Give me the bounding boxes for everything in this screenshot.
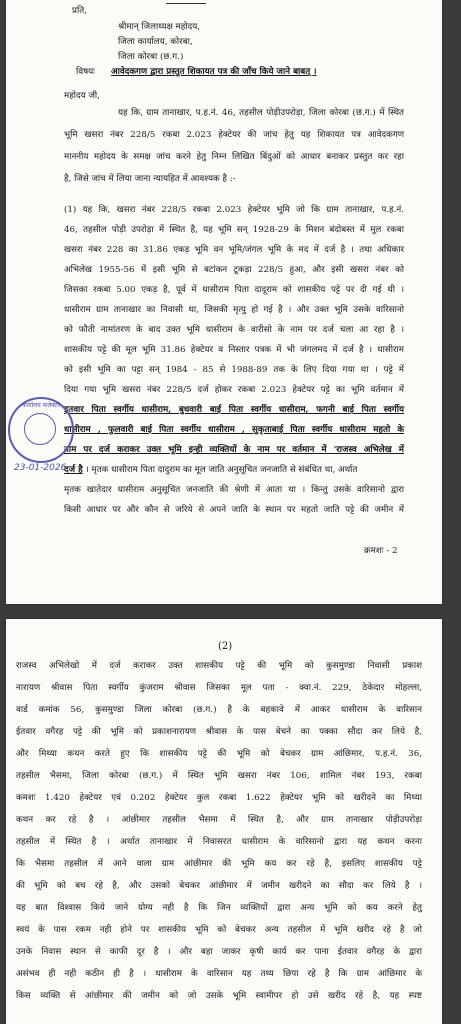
intro-line: भूमि खसरा नंबर 228/5 रकबा 2.023 हेक्टेयर की जांच हेतु यह शिकायत पत्र आवेदकगण [64,130,404,140]
point1-line: (1) यह कि, खसरा नंबर 228/5 रकबा 2.023 हेक्टेयर भूमि जो कि ग्राम तानाखार, प.ह.नं. [64,205,404,215]
page2-line: यह बात विश्वास किये जाने योग्य नही है कि जिन व्यक्तियों द्वारा अन्य भूमि को कय करने हेतु [16,903,422,913]
page2-line: असंभव ही नही कठीन ही है । धासीराम के वारिसान यह तथ्य छिपा रहे है कि ग्राम आंछिमार के [16,969,422,979]
point1-line: 46, तहसील पोड़ी उपरोड़ा में स्थित है, यह भूमि सन् 1928-29 के मिशन बंदोबस्त में मूल रकबा [64,225,404,235]
page-top-mark [166,0,206,4]
point1-line: जिसका रकबा 5.00 एकड़ है, पूर्व में धासीराम पिता दादूराम को शासकीय पट्टे पर दी गई थी । [64,285,404,295]
point1-line: शासकीय पट्टे की मूल भूमि 31.86 हेक्टेयर व निस्तार पत्रक में भी जंगलमद में दर्ज है । धासीराम [64,345,404,355]
intro-line: यह कि, ग्राम तानाखार, प.ह.नं. 46, तहसील पोड़ीउपरोड़ा, जिला कोरबा (छ.ग.) में स्थित [118,108,404,118]
letter-page-1 [6,0,442,604]
page2-line: की भूमि को बच रहे है, और उसको बेचकर आंछीमार में जमीन खरीदने का सौदा कर लिये है । [16,881,422,891]
office-stamp [8,397,74,463]
heirs-line: धासीराम , फुलवारी बाई पिता स्वर्गीय धासीराम , सुकृताबाई पिता स्वर्गीय धासीराम महतो के [64,425,404,435]
stamp-text: कार्यालय कलेक्टर [21,402,61,409]
page2-line: किस व्यक्ति से आंछीमार की जमीन को जो उसके भूमि स्वामीपर हो उसे खरीद रहे है, यह स्पष्ट [16,991,422,1001]
point1-line [64,465,404,476]
page2-line: वार्ड कमांक 56, कुसमुण्डा जिला कोरबा (छ.ग.) है के बहकावे में आकर धासीराम के वारिसान [16,705,422,715]
page2-line: कथन कर रहे है । आंछीमार तहसील भैसमा में स्थित है, और ग्राम तानाखार पोड़ीउपरोड़ा [16,815,422,825]
stamp-emblem [24,413,56,445]
page2-line: कि भैसमा तहसील में आने वाला ग्राम आंछीमार की भूमि कय कर रहे है, इसलिए शासकीय पट्टे [16,859,422,869]
page2-line: तहसील भैसमा, जिला कोरबा (छ.ग.) में स्थित भूमि खसरा नंबर 106, शामिल नंबर 193, रकबा [16,771,422,781]
letter-page-2 [6,619,442,1024]
continued-marker: क्रमशः - 2 [364,546,398,556]
point1-line: मृतक खातेदार धासीराम अनुसूचित जनजाति की श्रेणी में आता था । किन्तु उसके वारिसानो द्वारा [64,485,404,495]
intro-line: है, जिसे जांच में लिया जाना न्यायहित में आवश्यक है :- [64,174,236,184]
stamp-date: 23-01-2026 [14,463,67,473]
intro-line: माननीय महोदय के समक्ष जांच करने हेतु निम्न लिखित बिंदुओं को आधार बनाकर प्रस्तुत कर रहा [64,152,404,162]
recorded-text: दर्ज है [64,465,83,475]
heirs-line: इतवार पिता स्वर्गीय धासीराम, बुधवारी बाई पिता स्वर्गीय धासीराम, फगनी बाई पिता स्वर्गीय [64,405,404,415]
point1-line: किसी आधार पर और कौन से जरिये से अपने जाति के स्थान पर महतो जाति पट्टे की जमीन में [64,505,404,515]
addressee-line: जिला कार्यालय, कोरबा, [118,37,193,47]
point1-line: दिया गया भूमि खसरा नंबर 228/5 दर्ज होकर रकबा 2.023 हेक्टेयर पट्टे का भूमि वर्तमान में [64,385,404,395]
subject-label: विषयः [76,67,95,77]
addressee-line: श्रीमान् जिलाध्यक्ष महोदय, [118,22,201,32]
point1-line: को फौती नामांतरण के बाद उक्त भूमि धासीराम के वारीसो के नाम पर दर्ज चला आ रहा है । [64,325,404,335]
page2-line: तहसील में स्थित है । अर्थात तानाखार में निवासरत धासीराम के वारिसानो द्वारा यह कथन करना [16,837,422,847]
page2-line: राजस्व अभिलेखो में दर्ज कराकर उक्त शासकीय पट्टे की भूमि को कुसमुण्डा निवासी प्रकाश [16,661,422,671]
page2-line: कमशः 1.420 हेक्टेयर एवं 0.202 हेक्टेयर कुल रकबा 1.622 हेक्टेयर भूमि को खरीदने का मिथ्या [16,793,422,803]
page2-line: उनके निवास स्थान से काफी दूर है । और बहा जाकर कृषी कार्य कर पाना ईतवार वगैरह के द्वारा [16,947,422,957]
page-number: (2) [218,641,233,652]
subject-text: आवेदकगण द्वारा प्रस्तुत शिकायत पत्र की जाँच किये जाने बाबत् । [111,67,317,77]
addressee-line: जिला कोरबा (छ.ग.) [118,52,184,62]
point1-line: धासीराम ग्राम तानाखार का निवासी था, जिसकी मृत्यु हो गई है । और उक्त भूमि उसके वारिसानो [64,305,404,315]
point1-tail: । मृतक धासीराम पिता दादुराम का मूल जाति अनुसूचित जनजाति से संबंधित था, अर्थात [82,465,358,475]
to-label: प्रति, [72,6,87,16]
heirs-line: नाम पर दर्ज कराकर उक्त भूमि इन्ही व्यक्तियों के नाम पर वर्तमान में 'राजस्व अभिलेख में [64,445,404,455]
page2-line: और मिथ्या कथन करते हुए कि शासकीय पट्टे की भूमि को बेचकर ग्राम आंछिमार, प.ह.नं. 36, [16,749,422,759]
point1-line: को इसी भूमि का पट्टा सन् 1984 - 85 से 1988-89 तक के लिए दिया गया था । पट्टे में [64,365,404,375]
salutation: महोदय जी, [64,91,100,101]
page2-line: नारायण श्रीवास पिता स्वर्गीय कुंजराम श्रीवास जिसका मूल पता - क्वा.नं. 229, ठेकेदार मोहल्ला, [16,683,422,693]
page2-line: ईतवार वगैरह पट्टे की भूमि को प्रकाशनारायण श्रीवास के पास बेचने का पक्का सौदा कर लिये है, [16,727,422,737]
point1-line: अभिलेख 1955-56 में इसी भूमि से बटांकन टूकड़ा 228/5 हुआ, और इसी खसरा नंबर को [64,265,404,275]
page2-line: स्वयं के पास रकम नही होने पर शासकीय भूमि को बेचकर अन्य तहसील में भूमि खरीद रहे है जो [16,925,422,935]
point1-line: खसरा नंबर 228 का 31.86 एकड़ भूमि वन भूमि/जंगल भूमि के मद में दर्ज है । तथा अधिकार [64,245,404,255]
